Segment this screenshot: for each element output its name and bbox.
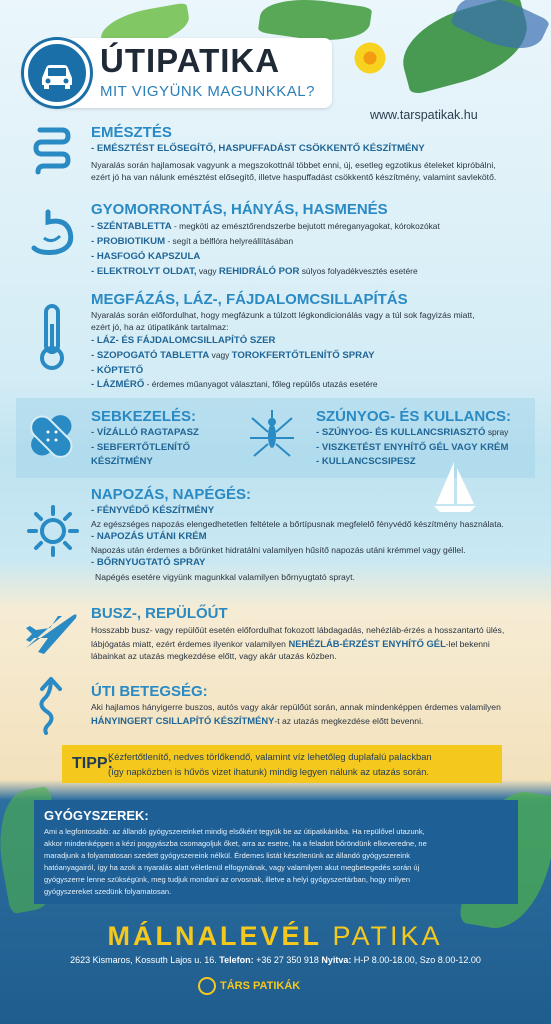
item-probiotikum: - PROBIOTIKUM - segít a bélflóra helyreállításában (91, 236, 294, 247)
pharmacy-name: MÁLNALEVÉL PATIKA (107, 921, 443, 951)
item-keszitmeny: KÉSZÍTMÉNY (91, 456, 153, 467)
item-emesztes: - EMÉSZTÉST ELŐSEGÍTŐ, HASPUFFADÁST CSÖKKENTŐ KÉSZÍTMÉNY (91, 143, 425, 154)
tip-label: TIPP: (72, 755, 113, 772)
car-icon (28, 44, 86, 102)
mosquito-icon (246, 408, 298, 460)
tarspatikak-logo-icon (198, 977, 216, 995)
intestine-icon (32, 126, 72, 178)
item-hasfogo: - HASFOGÓ KAPSZULA (91, 251, 201, 262)
wave-arrow-icon (34, 675, 68, 735)
page-title: ÚTIPATIKA (100, 42, 281, 79)
text-busz-2: lábjógatás miatt, ezért érdemes ilyenkor valamilyen NEHÉZLÁB-ÉRZÉST ENYHÍTŐ GÉL-lel bekenni (91, 638, 490, 649)
section-title-megfazas: MEGFÁZÁS, LÁZ-, FÁJDALOMCSILLAPÍTÁS (91, 291, 408, 308)
section-title-gyomor: GYOMORRONTÁS, HÁNYÁS, HASMENÉS (91, 201, 388, 218)
text-napozas-1: Az egészséges napozás elengedhetetlen feltétele a bőrtípusnak megfelelő fényvédő készítmény használata. (91, 519, 504, 529)
section-title-uti: ÚTI BETEGSÉG: (91, 683, 208, 700)
section-title-busz: BUSZ-, REPÜLŐÚT (91, 605, 228, 622)
flower-icon (352, 40, 388, 76)
item-viszketes: - VISZKETÉST ENYHÍTŐ GÉL VAGY KRÉM (316, 442, 509, 453)
tarspatikak-logo: TÁRS PATIKÁK (220, 980, 301, 992)
item-elektrolyt: - ELEKTROLYT OLDAT, vagy REHIDRÁLÓ POR súlyos folyadékvesztés esetére (91, 266, 418, 277)
car-badge (24, 40, 90, 106)
item-szopogato: - SZOPOGATÓ TABLETTA vagy TOROKFERTŐTLENÍTŐ SPRAY (91, 350, 375, 361)
drugs-line: gyógyszereket szedünk folyamatosan. (44, 887, 172, 896)
tip-line-1: Kézfertőtlenítő, nedves törlőkendő, valamint víz lehetőleg duplafalú palackban (108, 751, 432, 762)
stomach-icon (26, 208, 78, 260)
item-lazcsillapito: - LÁZ- ÉS FÁJDALOMCSILLAPÍTÓ SZER (91, 335, 276, 346)
item-szentabletta: - SZÉNTABLETTA - megköti az emésztőrendszerbe bejutott méreganyagokat, kórokozókat (91, 221, 440, 232)
drugs-line: maradjunk a folyamatosan szedett gyógyszereink nélkül. Érdemes listát készítenünk az állandó gyógyszereink (44, 851, 411, 860)
text-napozas-2: Napozás után érdemes a bőrünket hidratálni valamilyen hűsítő napozás utáni krémmel vagy géllel. (91, 545, 466, 555)
section-title-emesztes: EMÉSZTÉS (91, 124, 172, 141)
drugs-title: GYÓGYSZEREK: (44, 808, 149, 823)
item-riaszto: - SZÚNYOG- ÉS KULLANCSRIASZTÓ spray (316, 427, 509, 438)
item-lazmero: - LÁZMÉRŐ - érdemes műanyagot választani, főleg repülős utazás esetére (91, 379, 378, 390)
text-busz-1: Hosszabb busz- vagy repülőút esetén előfordulhat fokozott lábdagadás, nehézláb-érzés a hosszantartó ülés, (91, 625, 505, 635)
item-fenyvedo: - FÉNYVÉDŐ KÉSZÍTMÉNY (91, 505, 215, 516)
item-bornyugtato: - BŐRNYUGTATÓ SPRAY (91, 557, 206, 568)
pharmacy-contact: 2623 Kismaros, Kossuth Lajos u. 16. Telefon: +36 27 350 918 Nyitva: H-P 8.00-18.00, Szo 8.00-12.00 (70, 955, 481, 965)
sailboat-icon (432, 460, 478, 514)
item-sebfertotlenito: - SEBFERTŐTLENÍTŐ (91, 442, 191, 453)
sun-icon (26, 504, 80, 558)
item-kopteto: - KÖPTETŐ (91, 365, 144, 376)
text-megfazas-1: Nyaralás során előfordulhat, hogy megfázunk a túlzott légkondicionálás vagy a túl sok fagyizás miatt, (91, 310, 475, 320)
text-napozas-3: Napégés esetére vigyünk magunkkal valamilyen bőrnyugtató sprayt. (95, 572, 355, 582)
website-url[interactable]: www.tarspatikak.hu (370, 108, 478, 122)
drugs-line: Ami a legfontosabb: az állandó gyógyszereinket mindig elsőként tegyük be az útipatikánkba. Ha repülővel utazunk, (44, 827, 425, 836)
bandage-icon (24, 408, 80, 464)
text-uti-1: Aki hajlamos hányigerre buszos, autós vagy akár repülőút során, annak mindenképpen érdemes valamilyen (91, 702, 501, 712)
text-megfazas-2: ezért jó, ha az útipatikánk tartalmaz: (91, 322, 229, 332)
drugs-line: akkor mindenképpen a kézi poggyászba csomagoljuk őket, arra az esetre, ha a feladott bőröndünk elkeveredne, ne (44, 839, 427, 848)
section-title-szunyog: SZÚNYOG- ÉS KULLANCS: (316, 408, 511, 425)
page-subtitle: MIT VIGYÜNK MAGUNKKAL? (100, 83, 315, 100)
airplane-icon (22, 608, 80, 656)
section-title-napozas: NAPOZÁS, NAPÉGÉS: (91, 486, 252, 503)
item-kullancscsipesz: - KULLANCSCSIPESZ (316, 456, 416, 467)
text-uti-2: HÁNYINGERT CSILLAPÍTÓ KÉSZÍTMÉNY-t az utazás megkezdése előtt bevenni. (91, 715, 424, 726)
drugs-line: gyógyszerre lenne szükségünk, meg tudjuk mondani az orvosnak, illetve a helyi gyógyszertárban, hogy milyen (44, 875, 411, 884)
text-emesztes-1: Nyaralás során hajlamosak vagyunk a megszokottnál többet enni, új, esetleg egzotikus ételeket kipróbálni, (91, 160, 496, 170)
tip-line-2: (így napközben is hűvös vizet ihatunk) mindig legyen nálunk az utazás során. (108, 766, 430, 777)
item-ragtapasz: - VÍZÁLLÓ RAGTAPASZ (91, 427, 199, 438)
section-title-sebkezeles: SEBKEZELÉS: (91, 408, 197, 425)
drugs-line: hatóanyagairól, így ha azok a nyaralás alatt véletlenül elfogynának, vagy valamilyen akut megbetegedés során új (44, 863, 420, 872)
text-busz-3: lábainkat az utazás megkezdése előtt, vagy akár utazás közben. (91, 651, 337, 661)
item-napozas-utani: - NAPOZÁS UTÁNI KRÉM (91, 531, 207, 542)
thermometer-icon (36, 302, 68, 372)
text-emesztes-2: ezért jó ha van nálunk emésztést elősegítő, illetve haspuffadást csökkentő készítmény, valamint savlekötő. (91, 172, 497, 182)
